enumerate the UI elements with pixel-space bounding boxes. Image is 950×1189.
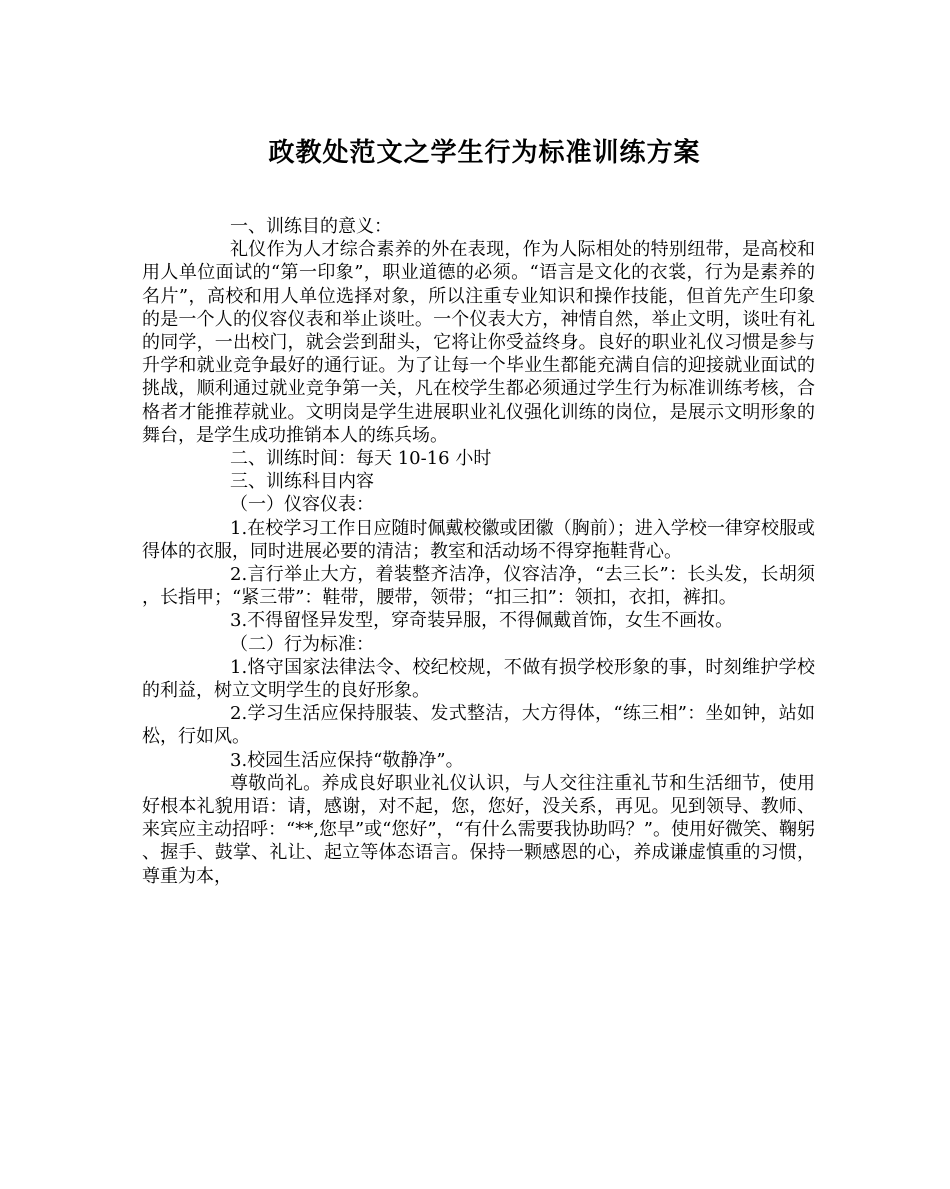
paragraph-purpose: 礼仪作为人才综合素养的外在表现，作为人际相处的特别纽带，是高校和用人单位面试的“第一印象”，职业道德的必须。“语言是文化的衣裳，行为是素养的名片”，高校和用人单位选择对象，所以注重专业知识和操作技能，但首先产生印象的是一个人的仪容仪表和举止谈吐。一个仪表大方，神情自然，举止文明，谈吐有礼的同学，一出校门，就会尝到甜头，它将让你受益终身。良好的职业礼仪习惯是参与升学和就业竞争最好的通行证。为了让每一个毕业生都能充满自信的迎接就业面试的挑战，顺利通过就业竞争第一关，凡在校学生都必须通过学生行为标准训练考核，合格者才能推荐就业。文明岗是学生进展职业礼仪强化训练的岗位，是展示文明形象的舞台，是学生成功推销本人的练兵场。 <box>142 239 815 446</box>
paragraph-respect: 尊敬尚礼。养成良好职业礼仪认识，与人交往注重礼节和生活细节，使用好根本礼貌用语：请，感谢，对不起，您，您好，没关系，再见。见到领导、教师、来宾应主动招呼：“**,您早”或“您好”，“有什么需要我协助吗？”。使用好微笑、鞠躬、握手、鼓掌、礼让、起立等体态语言。保持一颗感恩的心，养成谦虚慎重的习惯，尊重为本， <box>142 772 815 887</box>
list-item-behavior-2: 2.学习生活应保持服装、发式整洁，大方得体，“练三相”：坐如钟，站如松，行如风。 <box>142 703 815 748</box>
list-item-appearance-2: 2.言行举止大方，着装整齐洁净，仪容洁净，“去三长”：长头发，长胡须，长指甲；“紧三带”：鞋带，腰带，领带；“扣三扣”：领扣，衣扣，裤扣。 <box>142 564 815 609</box>
subsection-heading-behavior: （二）行为标准： <box>230 633 374 655</box>
list-item-behavior-1: 1.恪守国家法律法令、校纪校规，不做有损学校形象的事，时刻维护学校的利益，树立文明学生的良好形象。 <box>142 656 815 702</box>
section-heading-content: 三、训练科目内容 <box>230 471 374 493</box>
list-item-appearance-3: 3.不得留怪异发型，穿奇装异服，不得佩戴首饰，女生不画妆。 <box>230 610 734 632</box>
document-body <box>142 215 815 888</box>
section-heading-time: 二、训练时间：每天 10-16 小时 <box>230 448 492 470</box>
list-item-appearance-1: 1.在校学习工作日应随时佩戴校徽或团徽（胸前）；进入学校一律穿校服或得体的衣服，同时进展必要的清洁；教室和活动场不得穿拖鞋背心。 <box>142 517 815 562</box>
subsection-heading-appearance: （一）仪容仪表： <box>230 494 374 516</box>
document-title: 政教处范文之学生行为标准训练方案 <box>268 138 701 168</box>
section-heading-purpose: 一、训练目的意义： <box>230 216 392 237</box>
list-item-behavior-3: 3.校园生活应保持“敬静净”。 <box>230 749 464 771</box>
